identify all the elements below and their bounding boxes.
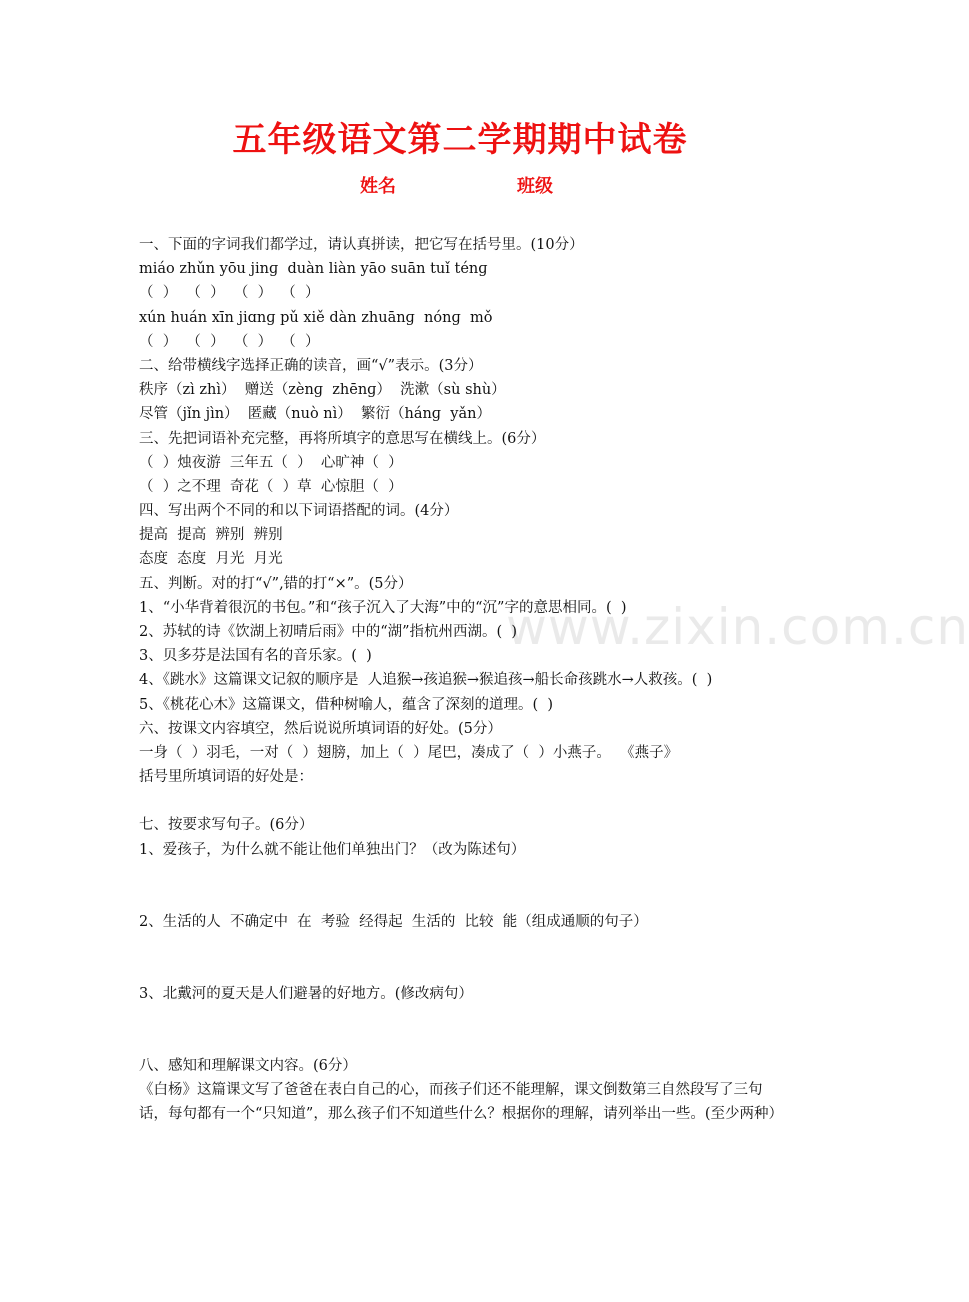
- answer-space: [139, 934, 789, 982]
- question-line: 秩序（zì zhì） 赠送（zènɡ zhēnɡ） 洗漱（sù shù）: [139, 382, 506, 399]
- reading-prompt: 《白杨》这篇课文写了爸爸在表白自己的心，而孩子们还不能理解，课文倒数第三自然段写了三句话，每句都有一个“只知道”，那么孩子们不知道些什么？根据你的理解，请列举出一些。(至少两种）: [139, 1082, 783, 1123]
- question-heading: 四、写出两个不同的和以下词语搭配的词。(4分）: [139, 503, 459, 520]
- question-line: 提高 提高 辨别 辨别: [139, 527, 283, 544]
- question-line: 尽管（jǐn jìn） 匿藏（nuò nì） 繁衍（hánɡ yǎn）: [139, 406, 491, 423]
- question-4: [139, 499, 789, 572]
- page-title: 五年级语文第二学期期中试卷: [232, 120, 688, 160]
- question-heading: 八、感知和理解课文内容。(6分）: [139, 1058, 357, 1075]
- sentence-task: 3、北戴河的夏天是人们避暑的好地方。(修改病句）: [139, 985, 473, 1002]
- question-heading: 五、判断。对的打“√”,错的打“×”。(5分）: [139, 575, 413, 592]
- question-3: [139, 427, 789, 500]
- question-heading: 七、按要求写句子。(6分）: [139, 817, 314, 834]
- class-label: 班级: [517, 176, 553, 197]
- question-5: [139, 572, 789, 717]
- answer-space: [139, 1006, 789, 1054]
- question-line: （ ）之不理 奇花（ ）草 心惊胆（ ）: [139, 478, 403, 495]
- answer-space: [139, 862, 789, 910]
- question-7: [139, 813, 789, 1054]
- pinyin-line: xún huán xīn jiɑnɡ pǔ xiě dàn zhuānɡ nónɡ mǒ: [139, 309, 493, 326]
- student-info-row: [0, 172, 920, 198]
- judgment-item: 3、贝多芬是法国有名的音乐家。( ): [139, 648, 372, 665]
- question-line: 括号里所填词语的好处是：: [139, 769, 313, 786]
- sentence-task: 1、爱孩子，为什么就不能让他们单独出门？（改为陈述句）: [139, 841, 526, 858]
- question-6: [139, 717, 789, 790]
- question-1: [139, 233, 789, 354]
- question-2: [139, 354, 789, 427]
- question-line: 一身（ ）羽毛，一对（ ）翅膀，加上（ ）尾巴，凑成了（ ）小燕子。 《燕子》: [139, 744, 679, 761]
- answer-blanks: （ ） （ ） （ ） （ ）: [139, 285, 320, 302]
- question-heading: 二、给带横线字选择正确的读音，画“√”表示。(3分）: [139, 357, 483, 374]
- pinyin-line: miáo zhǔn yōu jinɡ duàn liàn yāo suān tuǐ ténɡ: [139, 261, 488, 278]
- judgment-item: 2、苏轼的诗《饮湖上初晴后雨》中的“湖”指杭州西湖。( ): [139, 624, 518, 640]
- judgment-item: 5、《桃花心木》这篇课文，借种树喻人，蕴含了深刻的道理。( ): [139, 696, 554, 713]
- judgment-item: 1、“小华背着很沉的书包。”和“孩子沉入了大海”中的“沉”字的意思相同。( ): [139, 599, 627, 616]
- question-heading: 三、先把词语补充完整，再将所填字的意思写在横线上。(6分）: [139, 430, 546, 447]
- judgment-item: 4、《跳水》这篇课文记叙的顺序是 人追猴→孩追猴→猴追孩→船长命孩跳水→人救孩。( ): [139, 672, 713, 689]
- exam-body: [139, 233, 789, 1127]
- question-8: [139, 1054, 789, 1127]
- name-label: 姓名: [360, 176, 396, 197]
- question-line: 态度 态度 月光 月光: [139, 551, 283, 568]
- question-line: （ ）烛夜游 三年五（ ） 心旷神（ ）: [139, 454, 403, 471]
- question-heading: 六、按课文内容填空，然后说说所填词语的好处。(5分）: [139, 720, 502, 737]
- watermark: www.zixin.com.cn: [506, 598, 969, 656]
- answer-blanks: （ ） （ ） （ ） （ ）: [139, 333, 320, 350]
- answer-space: [139, 789, 789, 813]
- sentence-task: 2、生活的人 不确定中 在 考验 经得起 生活的 比较 能（组成通顺的句子）: [139, 913, 648, 930]
- question-heading: 一、下面的字词我们都学过，请认真拼读，把它写在括号里。(10分）: [139, 237, 584, 253]
